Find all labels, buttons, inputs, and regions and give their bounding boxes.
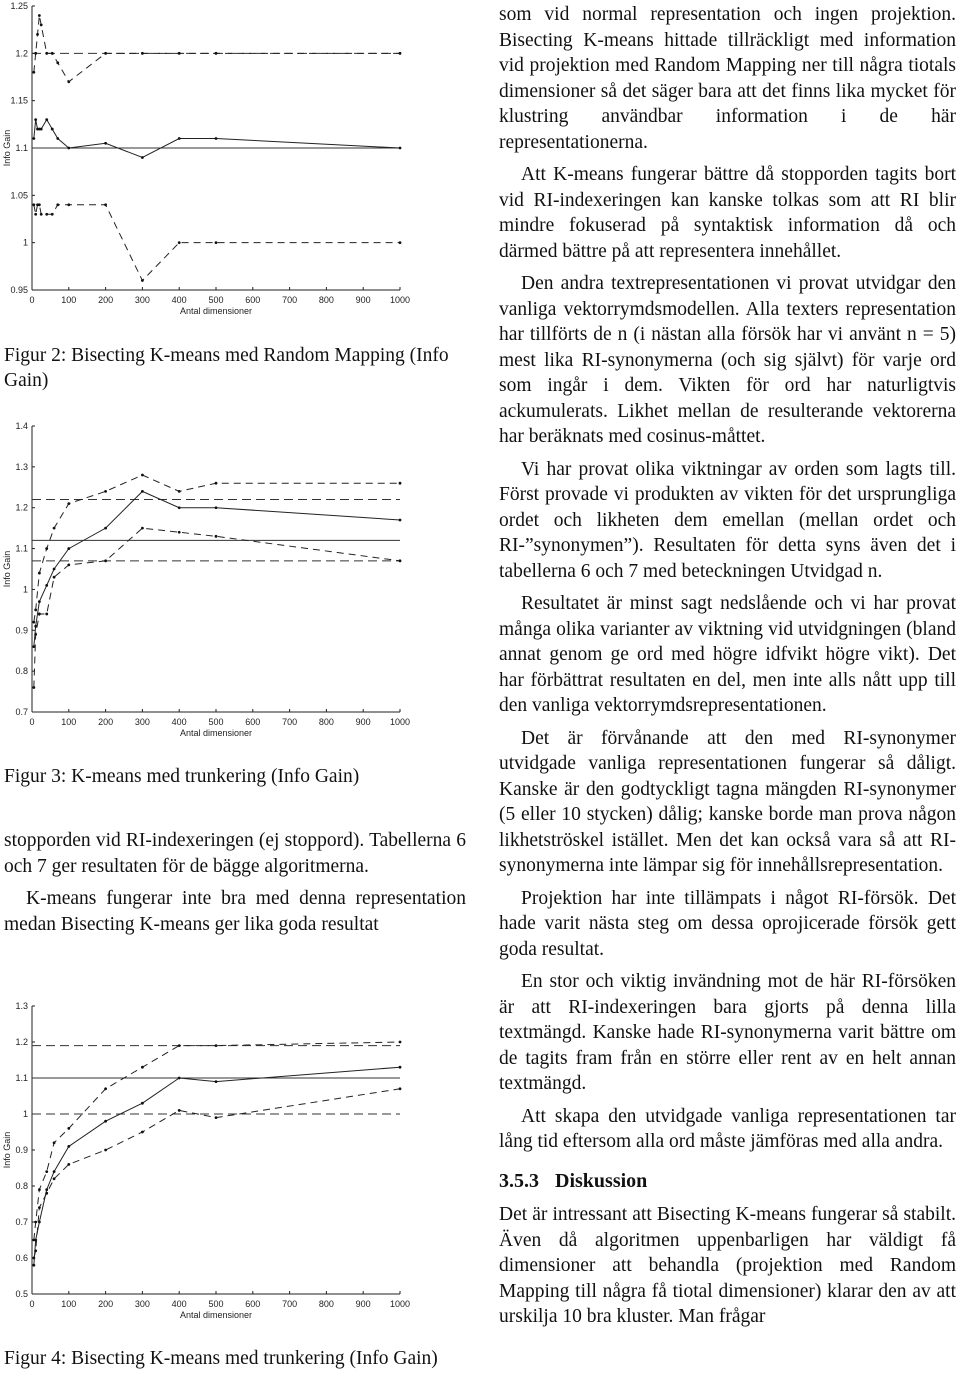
data-point — [51, 128, 54, 131]
data-point — [215, 535, 218, 538]
y-tick-label: 0.9 — [15, 625, 28, 636]
section-number: 3.5.3 — [499, 1169, 539, 1192]
x-tick-label: 1000 — [389, 717, 411, 727]
paragraph: En stor och viktig invändning mot de här RI-försöken är att RI-indexeringen bara gjorts på denna lilla textmängd. Kanske hade RI-synonymerna varit bättre om de tagits fram från en större eller rent av en helt annan textmängd. — [499, 971, 956, 1094]
y-tick-label: 1.1 — [15, 1073, 28, 1083]
x-tick-label: 300 — [134, 1299, 150, 1309]
x-tick-label: 200 — [98, 717, 114, 727]
data-point — [141, 1131, 144, 1134]
data-point — [51, 213, 54, 216]
x-tick-label: 400 — [171, 717, 187, 727]
data-point — [215, 52, 218, 55]
y-tick-label: 1 — [22, 584, 28, 595]
data-point — [38, 572, 41, 575]
left-paragraph: stopporden vid RI-indexeringen (ej stoppord). Tabellerna 6 och 7 ger resultaten för de bägge algoritmerna. — [4, 830, 466, 877]
right-column-text — [499, 2, 956, 1337]
x-tick-label: 800 — [318, 1299, 334, 1309]
y-tick-label: 1.1 — [15, 543, 28, 554]
series-line — [34, 15, 400, 81]
data-point — [178, 506, 181, 509]
data-point — [104, 1149, 107, 1152]
y-tick-label: 1.05 — [10, 190, 28, 201]
data-point — [215, 241, 218, 244]
x-axis-label: Antal dimensioner — [179, 1310, 253, 1320]
data-point — [67, 547, 70, 550]
data-point — [141, 52, 144, 55]
data-point — [56, 137, 59, 140]
x-tick-label: 800 — [318, 295, 334, 305]
paragraph: Projektion har inte tillämpats i något RI-försök. Det hade varit nästa steg om dessa oprojicerade försök gett goda resultat. — [499, 887, 956, 960]
data-point — [45, 1170, 48, 1173]
y-tick-label: 1.2 — [15, 1037, 28, 1047]
x-tick-label: 0 — [29, 1299, 35, 1309]
data-point — [215, 1116, 218, 1119]
data-point — [399, 1087, 402, 1090]
series-line — [34, 491, 400, 646]
data-point — [399, 1066, 402, 1069]
x-tick-label: 500 — [208, 717, 224, 727]
data-point — [40, 213, 43, 216]
x-tick-label: 700 — [282, 295, 298, 305]
x-tick-label: 500 — [208, 1299, 224, 1309]
x-tick-label: 400 — [171, 295, 187, 305]
data-point — [399, 52, 402, 55]
x-tick-label: 600 — [245, 717, 261, 727]
x-tick-label: 400 — [171, 1299, 187, 1309]
data-point — [141, 279, 144, 282]
figure-3-chart — [0, 420, 470, 742]
data-point — [399, 241, 402, 244]
data-point — [104, 527, 107, 530]
figure-4-svg — [0, 998, 470, 1320]
data-point — [40, 128, 43, 131]
data-point — [178, 1077, 181, 1080]
y-axis-label: Info Gain — [2, 550, 12, 588]
x-tick-label: 1000 — [389, 295, 411, 305]
paragraph: som vid normal representation och ingen projektion. Bisecting K-means hittade tillräckligt med information vid projektion med Random Mapping ner till några tiotals dimensioner så det säger bara att det finns lika mycket för klustring användbar information i de här representationerna. — [499, 4, 956, 153]
data-point — [178, 1109, 181, 1112]
data-point — [178, 52, 181, 55]
x-tick-label: 300 — [134, 295, 150, 305]
data-point — [38, 1188, 41, 1191]
data-point — [34, 633, 37, 636]
figure-2-svg — [0, 0, 470, 320]
x-axis-label: Antal dimensioner — [179, 728, 253, 738]
data-point — [67, 1127, 70, 1130]
data-point — [141, 527, 144, 530]
data-point — [36, 33, 39, 36]
figure-4-chart — [0, 998, 470, 1320]
data-point — [104, 559, 107, 562]
y-tick-label: 0.9 — [15, 1145, 28, 1155]
data-point — [34, 1249, 37, 1252]
x-tick-label: 200 — [98, 1299, 114, 1309]
data-point — [104, 490, 107, 493]
data-point — [45, 118, 48, 121]
x-tick-label: 100 — [61, 1299, 77, 1309]
y-axis-label: Info Gain — [2, 129, 12, 167]
data-point — [34, 608, 37, 611]
data-point — [45, 1192, 48, 1195]
data-point — [38, 613, 41, 616]
figure-4-caption: Figur 4: Bisecting K-means med trunkering (Info Gain) — [4, 1348, 438, 1369]
y-tick-label: 1.4 — [15, 421, 28, 431]
data-point — [56, 203, 59, 206]
section-title: Diskussion — [555, 1169, 648, 1192]
y-tick-label: 1.1 — [15, 143, 28, 153]
data-point — [32, 1257, 35, 1260]
y-tick-label: 0.8 — [15, 1181, 28, 1191]
data-point — [399, 519, 402, 522]
data-point — [104, 1087, 107, 1090]
data-point — [32, 71, 35, 74]
data-point — [178, 1044, 181, 1047]
data-point — [399, 147, 402, 150]
data-point — [215, 137, 218, 140]
data-point — [45, 52, 48, 55]
y-tick-label: 0.7 — [15, 707, 28, 717]
data-point — [178, 490, 181, 493]
data-point — [215, 506, 218, 509]
data-point — [38, 600, 41, 603]
data-point — [56, 61, 59, 64]
figure-2-chart — [0, 0, 470, 320]
data-point — [104, 203, 107, 206]
data-point — [34, 1221, 37, 1224]
data-point — [51, 52, 54, 55]
data-point — [399, 482, 402, 485]
data-point — [215, 482, 218, 485]
data-point — [67, 502, 70, 505]
data-point — [45, 1188, 48, 1191]
x-tick-label: 100 — [61, 295, 77, 305]
data-point — [53, 1141, 56, 1144]
data-point — [67, 1145, 70, 1148]
data-point — [141, 156, 144, 159]
y-tick-label: 1 — [22, 237, 28, 248]
y-tick-label: 1.25 — [10, 1, 28, 11]
y-tick-label: 1.2 — [15, 502, 28, 513]
data-point — [67, 564, 70, 567]
data-point — [53, 568, 56, 571]
x-tick-label: 900 — [355, 295, 371, 305]
data-point — [178, 531, 181, 534]
data-point — [67, 80, 70, 83]
x-tick-label: 300 — [134, 717, 150, 727]
paragraph: Det är förvånande att den med RI-synonymer utvidgade vanliga representationen fungerar så dåligt. Kanske är den godtyckligt tagna mängden RI-synonymer (5 eller 10 stycken) dålig; kanske borde man prova någon likhetströskel istället. Men det kan också vara så att RI-synonymerna inte lämpar sig för innehållsrepresentation. — [499, 727, 956, 876]
x-tick-label: 1000 — [389, 1299, 411, 1309]
data-point — [32, 137, 35, 140]
y-tick-label: 0.5 — [15, 1289, 28, 1299]
y-axis-label: Info Gain — [2, 1131, 12, 1169]
data-point — [32, 1239, 35, 1242]
data-point — [45, 613, 48, 616]
data-point — [32, 203, 35, 206]
y-tick-label: 1.3 — [15, 461, 28, 472]
data-point — [141, 474, 144, 477]
x-tick-label: 700 — [282, 1299, 298, 1309]
data-point — [53, 1177, 56, 1180]
y-tick-label: 0.8 — [15, 666, 28, 677]
data-point — [34, 52, 37, 55]
y-tick-label: 1.3 — [15, 1001, 28, 1011]
data-point — [38, 14, 41, 17]
data-point — [53, 576, 56, 579]
data-point — [45, 547, 48, 550]
data-point — [141, 1066, 144, 1069]
data-point — [53, 527, 56, 530]
x-tick-label: 800 — [318, 717, 334, 727]
data-point — [34, 213, 37, 216]
figure-3-caption: Figur 3: K-means med trunkering (Info Gain) — [4, 766, 360, 787]
x-tick-label: 900 — [355, 1299, 371, 1309]
series-line — [34, 528, 400, 687]
data-point — [38, 203, 41, 206]
data-point — [104, 1120, 107, 1123]
x-tick-label: 200 — [98, 295, 114, 305]
x-tick-label: 600 — [245, 1299, 261, 1309]
y-tick-label: 1 — [22, 1109, 28, 1119]
x-tick-label: 100 — [61, 717, 77, 727]
x-tick-label: 600 — [245, 295, 261, 305]
x-tick-label: 900 — [355, 717, 371, 727]
data-point — [399, 559, 402, 562]
data-point — [178, 137, 181, 140]
paragraph: Att K-means fungerar bättre då stopporden tagits bort vid RI-indexeringen kan kanske tolkas som att RI blir mindre fokuserad på syntaktisk information då och därmed bättre på att representera innehållet. — [499, 164, 956, 262]
paragraph: Den andra textrepresentationen vi provat utvidgar den vanliga vektorrymdsmodellen. Alla texters representation har tillförts de n (i nästan alla försök har vi använt n = 5) mest lika RI-synonymerna (och sig självt) för varje ord som ingår i dem. Vikten för ord har naturligtvis ackumulerats. Likhet mellan de resulterande vektorerna har beräknats med cosinus-måttet. — [499, 273, 956, 447]
data-point — [178, 241, 181, 244]
x-axis-label: Antal dimensioner — [179, 306, 253, 316]
data-point — [215, 1080, 218, 1083]
data-point — [104, 52, 107, 55]
x-tick-label: 0 — [29, 295, 35, 305]
data-point — [67, 1163, 70, 1166]
data-point — [40, 24, 43, 27]
data-point — [32, 1264, 35, 1267]
data-point — [141, 490, 144, 493]
data-point — [141, 1102, 144, 1105]
paragraph: Resultatet är minst sagt nedslående och vi har provat många olika varianter av viktning vid utvidgningen (bland annat genom ge ord med högre idfvikt högre vikt). Det har förbättrat resultaten en del, men inte alls nått upp till den vanliga vektorrymdsrepresentationen. — [499, 593, 956, 716]
data-point — [38, 1206, 41, 1209]
paragraph: Vi har provat olika viktningar av orden som lagts till. Först provade vi produkten av vikten för det ursprungliga ordet och likheten dem emellan (mellan ordet och RI-”synonymen”). Resultaten för detta syns även det i tabellerna 6 och 7 med beteckningen Utvidgad n. — [499, 458, 956, 582]
figure-3-svg — [0, 420, 470, 742]
data-point — [32, 621, 35, 624]
data-point — [67, 147, 70, 150]
data-point — [32, 686, 35, 689]
paragraph: Det är intressant att Bisecting K-means fungerar så stabilt. Även då algoritmen uppenbarligen har väldigt få dimensioner att behandla (projektion med Random Mapping till några få tiotal dimensioner) klarar den av att urskilja 10 bra kluster. Man frågar — [499, 1204, 956, 1327]
data-point — [45, 584, 48, 587]
data-point — [67, 203, 70, 206]
data-point — [215, 1044, 218, 1047]
paragraph: Att skapa den utvidgade vanliga representationen tar lång tid eftersom alla ord måste jämföras med alla andra. — [499, 1105, 956, 1152]
data-point — [45, 213, 48, 216]
x-tick-label: 700 — [282, 717, 298, 727]
data-point — [104, 142, 107, 145]
y-tick-label: 0.7 — [15, 1217, 28, 1227]
data-point — [399, 1041, 402, 1044]
section-heading — [499, 1169, 956, 1195]
figure-2-caption: Figur 2: Bisecting K-means med Random Mapping (Info Gain) — [4, 345, 449, 391]
series-line — [34, 1067, 400, 1265]
series-line — [34, 475, 400, 622]
x-tick-label: 0 — [29, 717, 35, 727]
y-tick-label: 0.95 — [10, 285, 28, 295]
data-point — [53, 1170, 56, 1173]
x-tick-label: 500 — [208, 295, 224, 305]
left-paragraph: K-means fungerar inte bra med denna representation medan Bisecting K-means ger lika goda resultat — [4, 888, 466, 935]
y-tick-label: 0.6 — [15, 1253, 28, 1263]
data-point — [34, 118, 37, 121]
y-tick-label: 1.2 — [15, 48, 28, 59]
left-body-text — [4, 828, 466, 944]
y-tick-label: 1.15 — [10, 95, 28, 106]
